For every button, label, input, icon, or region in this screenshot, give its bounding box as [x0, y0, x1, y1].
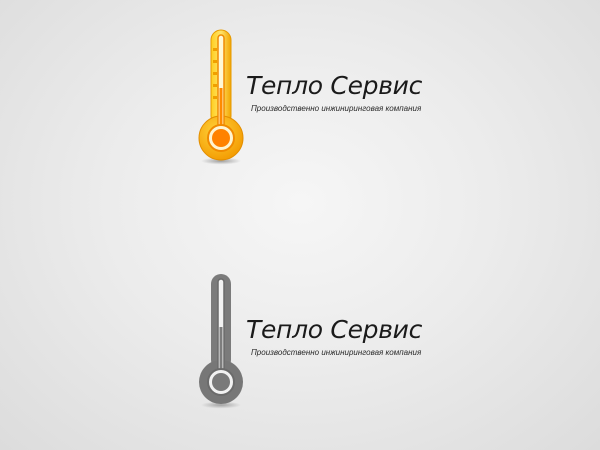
- company-tagline: Производственно инжиниринговая компания: [251, 348, 422, 357]
- company-tagline: Производственно инжиниринговая компания: [251, 104, 422, 113]
- company-name: Тепло Сервис: [246, 71, 423, 100]
- thermometer-icon: [194, 28, 244, 168]
- logo-color: [194, 28, 434, 168]
- logo-grayscale: [194, 272, 434, 412]
- company-name: Тепло Сервис: [246, 315, 423, 344]
- thermometer-icon: [194, 272, 244, 412]
